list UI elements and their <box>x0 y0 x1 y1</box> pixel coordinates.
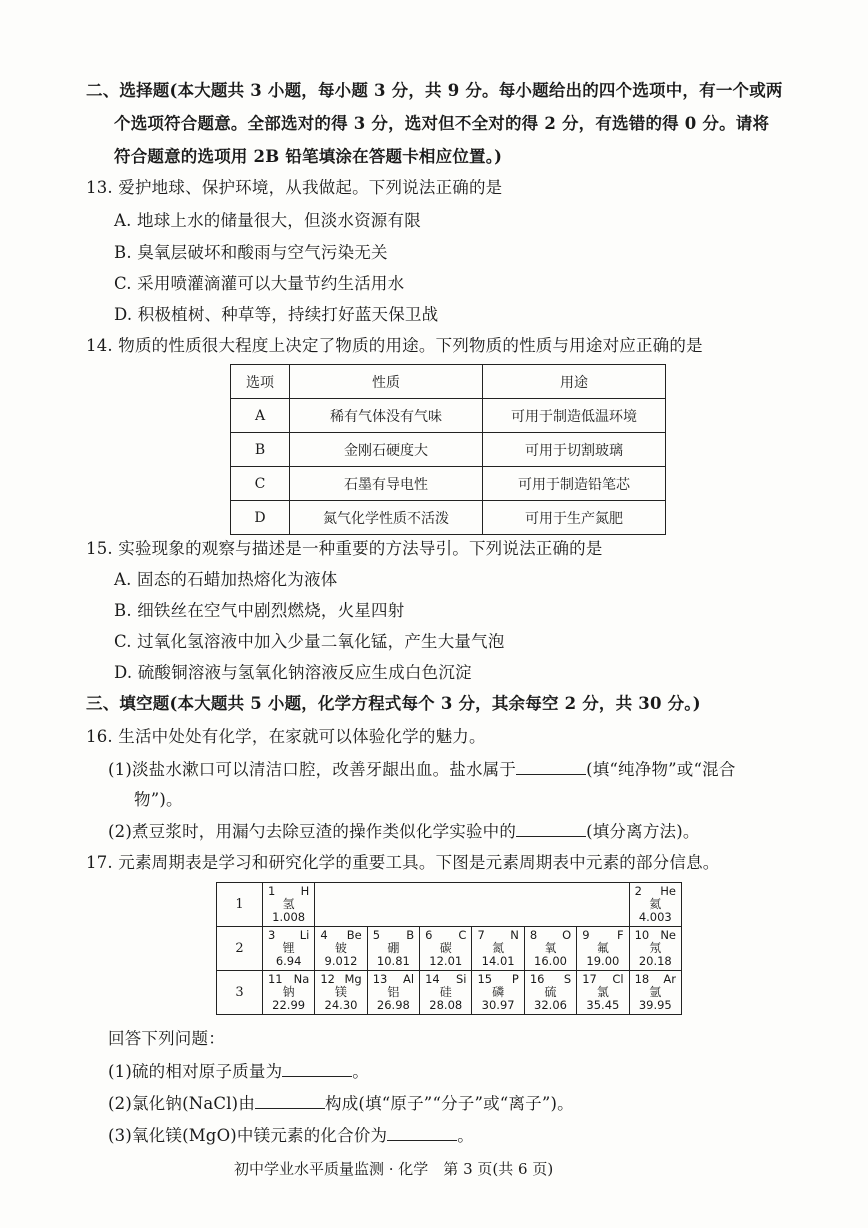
atomic-number: 14 <box>425 972 440 986</box>
table-row <box>231 433 666 467</box>
q16-part2 <box>108 820 700 843</box>
atomic-number: 10 <box>634 928 650 942</box>
atomic-mass: 35.45 <box>586 998 620 1012</box>
period-label: 3 <box>217 971 263 1015</box>
element-cell-n <box>472 927 524 971</box>
atomic-number: 17 <box>582 972 597 986</box>
q14-cell-option: A <box>231 399 290 433</box>
element-symbol: Ne <box>660 928 676 942</box>
answer-blank[interactable] <box>516 758 586 775</box>
q17-stem: 17. 元素周期表是学习和研究化学的重要工具。下图是元素周期表中元素的部分信息。 <box>86 853 720 872</box>
element-symbol: Cl <box>612 972 624 986</box>
q13-option-a: A. 地球上水的储量很大，但淡水资源有限 <box>114 211 421 230</box>
atomic-mass: 19.00 <box>586 954 620 968</box>
q15-option-b: B. 细铁丝在空气中剧烈燃烧，火星四射 <box>114 601 405 620</box>
atomic-mass: 30.97 <box>481 998 515 1012</box>
atomic-mass: 6.94 <box>275 954 302 968</box>
q14-cell-option: C <box>231 467 290 501</box>
atomic-number: 11 <box>267 972 283 986</box>
q17-part3 <box>108 1124 474 1147</box>
element-name: 铍 <box>335 941 348 955</box>
element-symbol: N <box>510 928 519 942</box>
q16-part2-text: (2)煮豆浆时，用漏勺去除豆渣的操作类似化学实验中的 <box>108 822 517 841</box>
q17-part1-end: 。 <box>352 1062 369 1081</box>
atomic-mass: 4.003 <box>638 910 672 924</box>
element-name: 硼 <box>387 941 400 955</box>
section-2-title: 二、选择题(本大题共 3 小题，每小题 3 分，共 9 分。每小题给出的四个选项中，有一个或两 <box>86 81 783 100</box>
atomic-mass: 1.008 <box>272 910 306 924</box>
q15-option-d: D. 硫酸铜溶液与氢氧化钠溶液反应生成白色沉淀 <box>114 663 472 682</box>
table-row <box>231 501 666 535</box>
q17-part2-text: (2)氯化钠(NaCl)由 <box>108 1094 256 1113</box>
atomic-mass: 10.81 <box>376 954 410 968</box>
element-symbol: Mg <box>344 972 362 986</box>
element-cell-o <box>524 927 576 971</box>
q17-prompt: 回答下列问题： <box>108 1029 225 1048</box>
period-label: 1 <box>217 883 263 927</box>
element-name: 氧 <box>544 941 557 955</box>
period-row <box>217 927 682 971</box>
q14-stem: 14. 物质的性质很大程度上决定了物质的用途。下列物质的性质与用途对应正确的是 <box>86 336 703 355</box>
element-symbol: Ar <box>663 972 676 986</box>
q14-header-option: 选项 <box>231 365 290 399</box>
atomic-mass: 16.00 <box>534 954 567 968</box>
element-name: 氮 <box>492 941 505 955</box>
element-name: 碳 <box>439 941 452 955</box>
section-3-title: 三、填空题(本大题共 5 小题，化学方程式每个 3 分，其余每空 2 分，共 30 分。) <box>86 694 701 713</box>
element-cell-li <box>262 927 314 971</box>
q14-header-property: 性质 <box>290 365 483 399</box>
q14-cell-property: 稀有气体没有气味 <box>290 399 483 433</box>
section-2-instructions: 个选项符合题意。全部选对的得 3 分，选对但不全对的得 2 分，有选错的得 0 分。请将 <box>114 114 770 133</box>
atomic-number: 9 <box>582 928 590 942</box>
answer-blank[interactable] <box>516 820 586 837</box>
atomic-number: 2 <box>634 884 642 898</box>
q14-cell-property: 石墨有导电性 <box>290 467 483 501</box>
q14-cell-use: 可用于切割玻璃 <box>483 433 666 467</box>
q13-option-c: C. 采用喷灌滴灌可以大量节约生活用水 <box>114 274 405 293</box>
element-symbol: Al <box>403 972 415 986</box>
atomic-number: 1 <box>267 884 276 898</box>
q14-header-row <box>231 365 666 399</box>
q16-stem: 16. 生活中处处有化学，在家就可以体验化学的魅力。 <box>86 727 486 746</box>
element-cell-cl <box>577 971 629 1015</box>
q14-cell-option: D <box>231 501 290 535</box>
element-cell-s <box>524 971 576 1015</box>
element-symbol: H <box>300 884 310 898</box>
element-symbol: F <box>616 928 624 942</box>
element-name: 氟 <box>596 941 609 955</box>
atomic-mass: 20.18 <box>638 954 672 968</box>
element-cell-al <box>367 971 419 1015</box>
atomic-mass: 12.01 <box>429 954 463 968</box>
period-label: 2 <box>217 927 263 971</box>
atomic-number: 6 <box>425 928 433 942</box>
element-symbol: C <box>458 928 467 942</box>
atomic-number: 7 <box>477 928 485 942</box>
atomic-number: 8 <box>529 928 538 942</box>
atomic-number: 12 <box>320 972 335 986</box>
element-cell-ar <box>629 971 681 1015</box>
atomic-number: 13 <box>372 972 388 986</box>
element-cell-si <box>420 971 472 1015</box>
element-cell-ne <box>629 927 681 971</box>
element-symbol: He <box>660 884 676 898</box>
element-cell-b <box>367 927 419 971</box>
q14-cell-use: 可用于制造铅笔芯 <box>483 467 666 501</box>
answer-blank[interactable] <box>282 1060 352 1077</box>
atomic-number: 15 <box>477 972 493 986</box>
element-symbol: Na <box>293 972 310 986</box>
atomic-number: 4 <box>320 928 328 942</box>
element-name: 氢 <box>282 897 295 911</box>
q16-part1-text: (1)淡盐水漱口可以清洁口腔，改善牙龈出血。盐水属于 <box>108 760 517 779</box>
element-symbol: Be <box>346 928 362 942</box>
element-cell-c <box>420 927 472 971</box>
periodic-table <box>216 882 682 1015</box>
answer-blank[interactable] <box>387 1124 457 1141</box>
q17-part3-end: 。 <box>457 1126 474 1145</box>
element-symbol: S <box>563 972 572 986</box>
element-name: 硫 <box>544 985 557 999</box>
element-name: 铝 <box>387 985 400 999</box>
element-name: 氯 <box>596 985 609 999</box>
q15-option-c: C. 过氧化氢溶液中加入少量二氧化锰，产生大量气泡 <box>114 632 505 651</box>
element-name: 磷 <box>492 985 505 999</box>
q17-part3-text: (3)氧化镁(MgO)中镁元素的化合价为 <box>108 1126 388 1145</box>
element-name: 氩 <box>649 985 662 999</box>
empty-block <box>315 883 629 927</box>
q14-cell-property: 金刚石硬度大 <box>290 433 483 467</box>
atomic-mass: 14.01 <box>481 954 515 968</box>
q14-table <box>230 364 666 535</box>
atomic-number: 3 <box>267 928 276 942</box>
page-footer: 初中学业水平质量监测 · 化学 第 3 页(共 6 页) <box>234 1160 554 1178</box>
q17-part2-hint: 构成(填“原子”“分子”或“离子”)。 <box>325 1094 574 1113</box>
element-cell-p <box>472 971 524 1015</box>
q13-option-d: D. 积极植树、种草等，持续打好蓝天保卫战 <box>114 305 439 324</box>
atomic-number: 5 <box>372 928 381 942</box>
atomic-mass: 24.30 <box>324 998 358 1012</box>
atomic-mass: 32.06 <box>534 998 567 1012</box>
q13-stem: 13. 爱护地球、保护环境，从我做起。下列说法正确的是 <box>86 178 503 197</box>
atomic-mass: 26.98 <box>376 998 410 1012</box>
element-cell-he <box>629 883 681 927</box>
q14-header-use: 用途 <box>483 365 666 399</box>
element-cell-mg <box>315 971 367 1015</box>
element-cell-be <box>315 927 367 971</box>
element-symbol: Li <box>299 928 310 942</box>
table-row <box>231 399 666 433</box>
q14-cell-use: 可用于生产氮肥 <box>483 501 666 535</box>
element-cell-na <box>262 971 314 1015</box>
period-row <box>217 883 682 927</box>
q16-part1 <box>108 758 736 781</box>
element-name: 氖 <box>649 941 662 955</box>
element-cell-f <box>577 927 629 971</box>
element-name: 氦 <box>649 897 662 911</box>
q13-option-b: B. 臭氧层破坏和酸雨与空气污染无关 <box>114 243 388 262</box>
element-name: 锂 <box>282 941 295 955</box>
element-name: 镁 <box>335 985 348 999</box>
q16-part1-cont: 物”)。 <box>134 790 183 809</box>
q17-part2 <box>108 1092 574 1115</box>
answer-blank[interactable] <box>255 1092 325 1109</box>
table-row <box>231 467 666 501</box>
period-row <box>217 971 682 1015</box>
element-symbol: B <box>406 928 415 942</box>
element-symbol: O <box>562 928 572 942</box>
element-name: 硅 <box>439 985 452 999</box>
q16-part2-hint: (填分离方法)。 <box>586 822 700 841</box>
atomic-mass: 9.012 <box>324 954 358 968</box>
atomic-number: 16 <box>529 972 545 986</box>
q17-part1-text: (1)硫的相对原子质量为 <box>108 1062 283 1081</box>
q15-stem: 15. 实验现象的观察与描述是一种重要的方法导引。下列说法正确的是 <box>86 539 603 558</box>
element-symbol: Si <box>455 972 467 986</box>
element-symbol: P <box>511 972 519 986</box>
element-name: 钠 <box>282 985 295 999</box>
element-cell-h <box>262 883 314 927</box>
q15-option-a: A. 固态的石蜡加热熔化为液体 <box>114 570 338 589</box>
section-2-instructions-end: 符合题意的选项用 2B 铅笔填涂在答题卡相应位置。) <box>114 147 503 166</box>
atomic-mass: 28.08 <box>429 998 463 1012</box>
atomic-mass: 22.99 <box>272 998 306 1012</box>
atomic-mass: 39.95 <box>638 998 672 1012</box>
q14-cell-use: 可用于制造低温环境 <box>483 399 666 433</box>
q17-part1 <box>108 1060 369 1083</box>
q14-cell-option: B <box>231 433 290 467</box>
q16-part1-hint: (填“纯净物”或“混合 <box>586 760 736 779</box>
q14-cell-property: 氮气化学性质不活泼 <box>290 501 483 535</box>
atomic-number: 18 <box>634 972 650 986</box>
